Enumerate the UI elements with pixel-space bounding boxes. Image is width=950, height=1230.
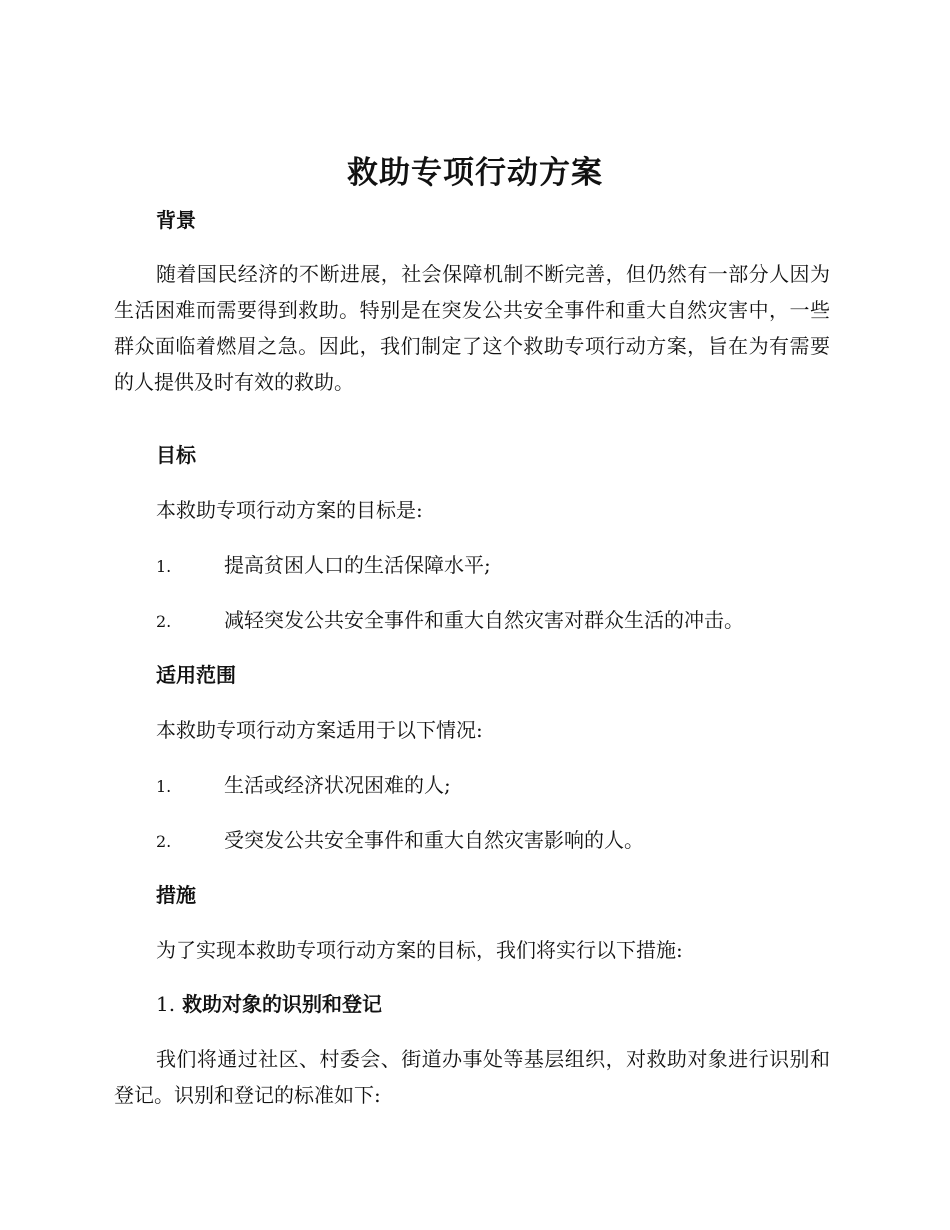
list-item-number: 2. — [156, 612, 172, 631]
sub-heading-text: 救助对象的识别和登记 — [182, 992, 383, 1016]
list-item-text: 减轻突发公共安全事件和重大自然灾害对群众生活的冲击。 — [224, 608, 744, 632]
list-item-number: 1. — [156, 557, 172, 576]
section-heading-background: 背景 — [156, 208, 196, 232]
background-paragraph: 随着国民经济的不断进展，社会保障机制不断完善，但仍然有一部分人因为生活困难而需要得到救助。特别是在突发公共安全事件和重大自然灾害中，一些群众面临着燃眉之急。因此，我们制定了这个救助专项行动方案，旨在为有需要的人提供及时有效的救助。 — [114, 262, 830, 394]
measures-sub-heading — [156, 989, 382, 1019]
list-item-number: 2. — [156, 832, 172, 851]
scope-list-item — [156, 770, 451, 802]
sub-heading-number: 1. — [156, 992, 176, 1016]
section-heading-goals: 目标 — [156, 443, 196, 467]
goals-list-item — [156, 550, 491, 582]
measures-paragraph: 我们将通过社区、村委会、街道办事处等基层组织，对救助对象进行识别和登记。识别和登记的标准如下: — [114, 1047, 830, 1107]
scope-list-item — [156, 825, 644, 857]
document-title: 救助专项行动方案 — [347, 155, 603, 191]
goals-intro: 本救助专项行动方案的目标是: — [156, 498, 423, 522]
section-heading-scope: 适用范围 — [156, 663, 236, 687]
scope-intro: 本救助专项行动方案适用于以下情况: — [156, 718, 483, 742]
goals-list-item — [156, 605, 744, 637]
measures-intro: 为了实现本救助专项行动方案的目标，我们将实行以下措施: — [156, 938, 683, 962]
list-item-text: 提高贫困人口的生活保障水平; — [224, 553, 491, 577]
list-item-number: 1. — [156, 777, 172, 796]
list-item-text: 受突发公共安全事件和重大自然灾害影响的人。 — [224, 828, 644, 852]
list-item-text: 生活或经济状况困难的人; — [224, 773, 451, 797]
section-heading-measures: 措施 — [156, 883, 196, 907]
